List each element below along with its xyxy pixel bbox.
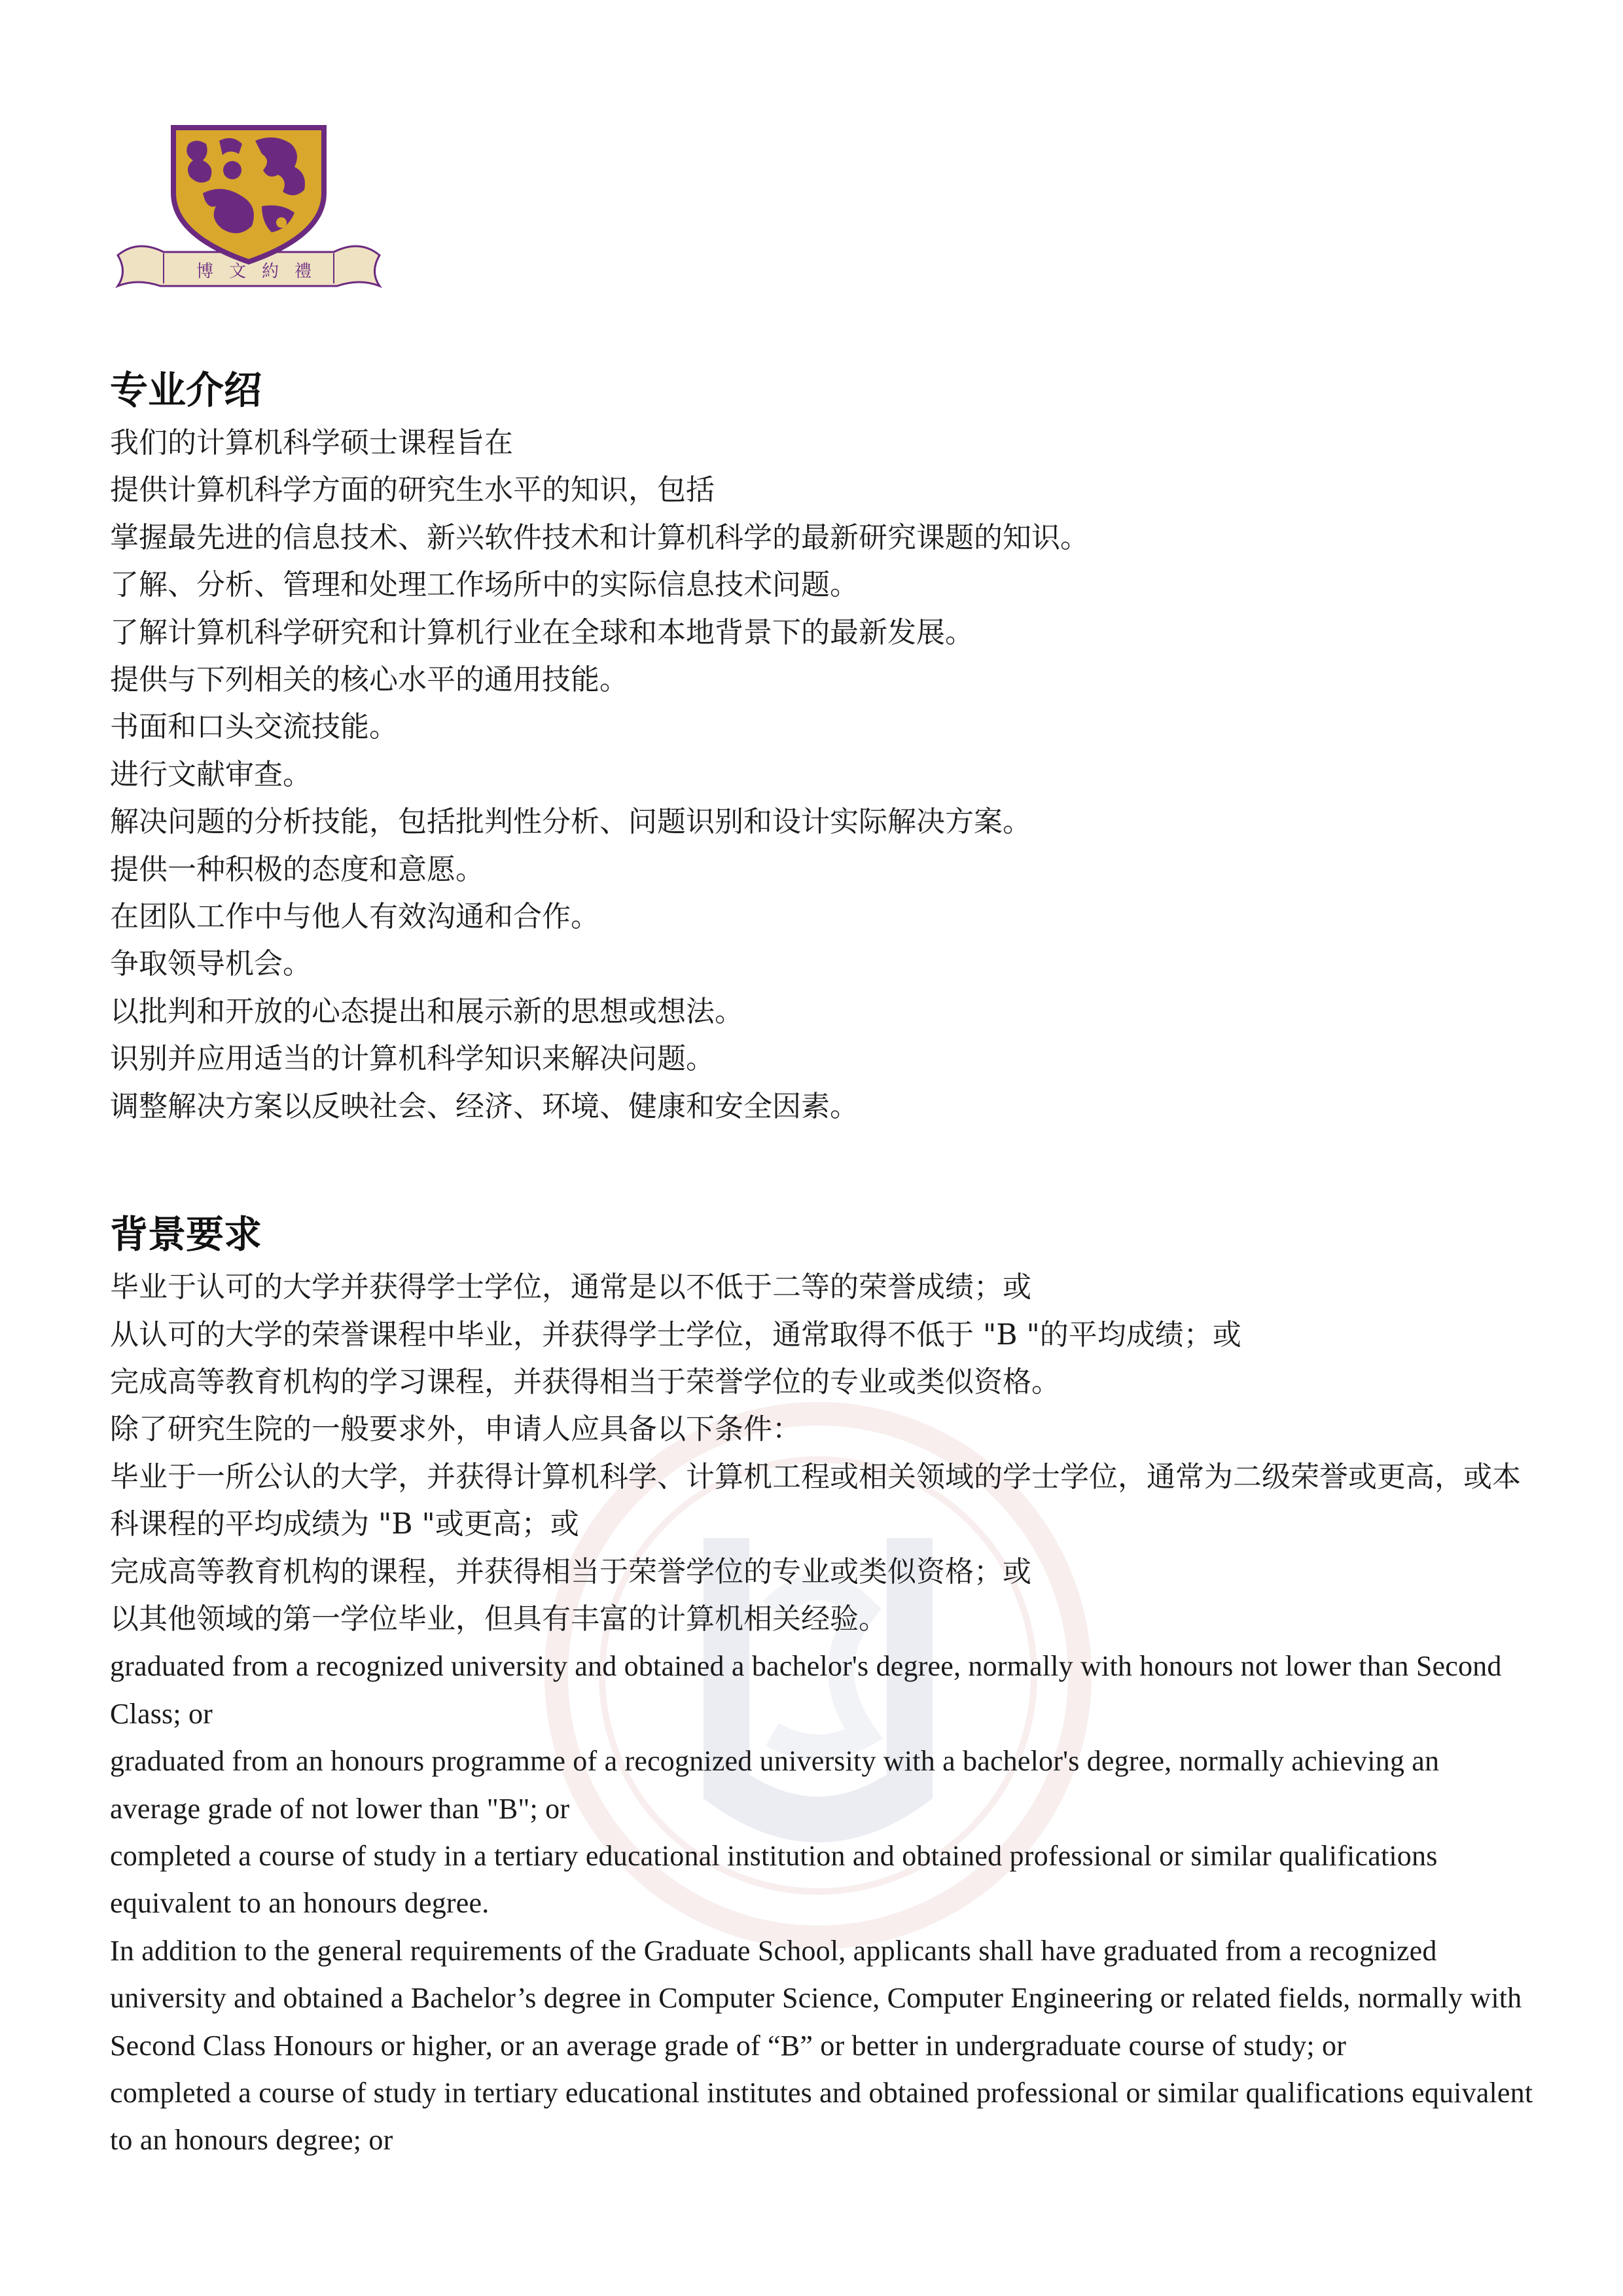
intro-line: 书面和口头交流技能。	[110, 710, 398, 744]
intro-line: 解决问题的分析技能，包括批判性分析、问题识别和设计实际解决方案。	[110, 805, 1031, 839]
requirement-line-cn: 毕业于认可的大学并获得学士学位，通常是以不低于二等的荣誉成绩；或	[110, 1270, 1031, 1304]
intro-line: 了解、分析、管理和处理工作场所中的实际信息技术问题。	[110, 568, 859, 602]
document-content	[110, 363, 1537, 2164]
svg-text:博: 博	[196, 262, 214, 281]
intro-line: 提供一种积极的态度和意愿。	[110, 852, 484, 886]
intro-line: 我们的计算机科学硕士课程旨在	[110, 426, 513, 459]
background-requirements-list	[110, 1264, 1537, 2164]
intro-line: 调整解决方案以反映社会、经济、环境、健康和安全因素。	[110, 1089, 859, 1123]
requirement-paragraph-en: graduated from a recognized university and obtained a bachelor's degree, normally with honours not lower than Second Class; or	[110, 1650, 1502, 1730]
intro-line: 以批判和开放的心态提出和展示新的思想或想法。	[110, 994, 743, 1028]
requirement-paragraph-en: graduated from an honours programme of a recognized university with a bachelor's degree, normally achieving an average grade of not lower than "B"; or	[110, 1745, 1440, 1825]
requirement-line-cn: 完成高等教育机构的课程，并获得相当于荣誉学位的专业或类似资格；或	[110, 1554, 1031, 1588]
university-crest-logo	[111, 115, 386, 304]
intro-line: 识别并应用适当的计算机科学知识来解决问题。	[110, 1042, 715, 1076]
section-program-introduction	[110, 363, 1537, 1130]
section-title-background-requirements: 背景要求	[110, 1212, 262, 1257]
requirement-line-cn: 从认可的大学的荣誉课程中毕业，并获得学士学位，通常取得不低于 "B "的平均成绩；或	[110, 1318, 1241, 1352]
svg-text:文: 文	[229, 262, 247, 281]
intro-line: 掌握最先进的信息技术、新兴软件技术和计算机科学的最新研究课题的知识。	[110, 520, 1089, 554]
section-title-program-introduction: 专业介绍	[110, 368, 262, 412]
requirement-paragraph-en: In addition to the general requirements of the Graduate School, applicants shall have graduated from a recognized university and obtained a Bachelor’s degree in Computer Science, Computer Engineering or related fields, normally with Second Class Honours or higher, or an average grade of “B” or better in undergraduate course of study; or	[110, 1934, 1522, 2062]
requirement-line-cn: 毕业于一所公认的大学，并获得计算机科学、计算机工程或相关领域的学士学位，通常为二级荣誉或更高，或本科课程的平均成绩为 "B "或更高；或	[110, 1460, 1521, 1541]
program-introduction-list	[110, 420, 1537, 1130]
requirement-paragraph-en: completed a course of study in a tertiary educational institution and obtained professional or similar qualifications equivalent to an honours degree.	[110, 1839, 1438, 1920]
intro-line: 进行文献审查。	[110, 757, 312, 791]
intro-line: 争取领导机会。	[110, 947, 312, 981]
intro-line: 在团队工作中与他人有效沟通和合作。	[110, 900, 599, 934]
intro-line: 提供计算机科学方面的研究生水平的知识，包括	[110, 473, 715, 507]
section-background-requirements	[110, 1208, 1537, 2164]
svg-text:禮: 禮	[294, 262, 312, 281]
svg-text:約: 約	[262, 262, 279, 281]
requirement-line-cn: 除了研究生院的一般要求外，申请人应具备以下条件：	[110, 1412, 801, 1446]
requirement-line-cn: 完成高等教育机构的学习课程，并获得相当于荣誉学位的专业或类似资格。	[110, 1365, 1060, 1399]
intro-line: 提供与下列相关的核心水平的通用技能。	[110, 663, 628, 697]
requirement-paragraph-en: completed a course of study in tertiary educational institutes and obtained professional or similar qualifications equivalent to an honours degree; or	[110, 2077, 1533, 2157]
requirement-line-cn: 以其他领域的第一学位毕业，但具有丰富的计算机相关经验。	[110, 1602, 887, 1636]
intro-line: 了解计算机科学研究和计算机行业在全球和本地背景下的最新发展。	[110, 615, 974, 649]
